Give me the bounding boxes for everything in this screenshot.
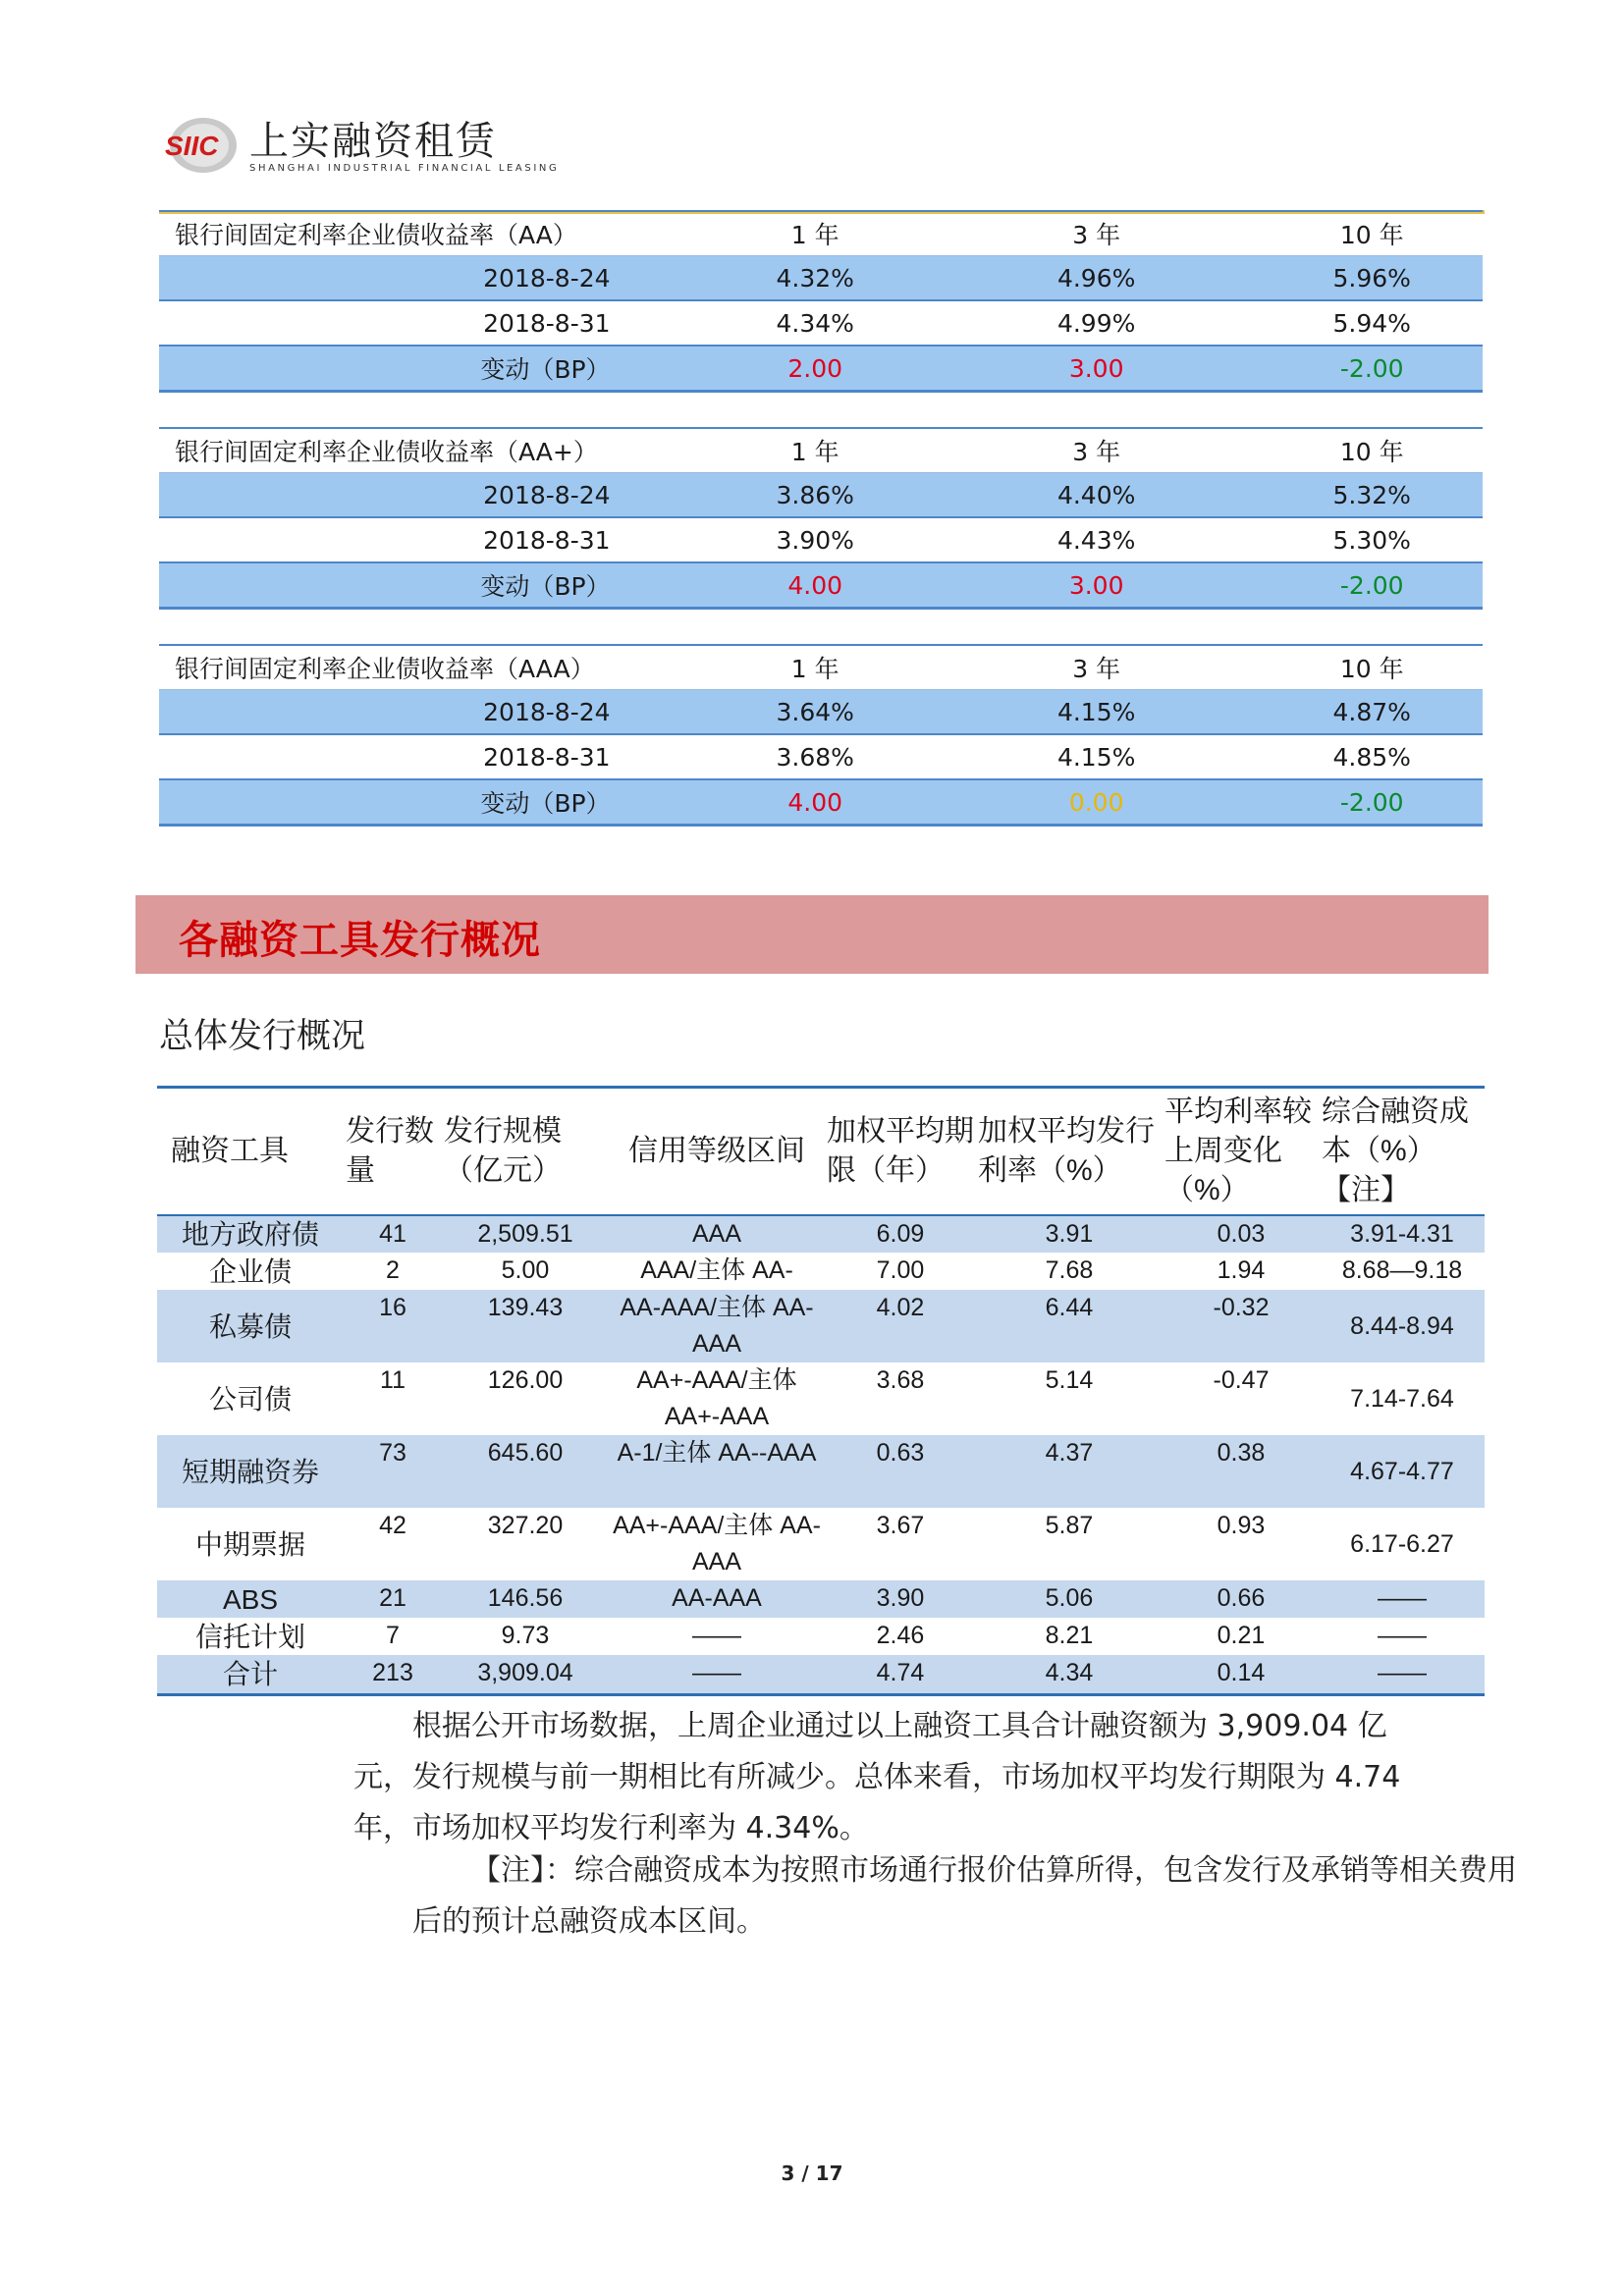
value-cell: 4.85%: [1332, 742, 1411, 772]
data-cell: 3,909.04: [442, 1655, 609, 1694]
data-cell: 7.68: [1045, 1256, 1094, 1284]
value-cell: 3.68%: [776, 742, 854, 772]
column-header: 10 年: [1339, 655, 1404, 683]
change-value: -2.00: [1261, 346, 1483, 392]
data-cell: 3.67: [876, 1512, 925, 1539]
data-cell: 11: [380, 1366, 406, 1394]
change-row: [159, 779, 1483, 826]
value-cell: 4.34%: [776, 308, 854, 338]
data-cell: 6.17-6.27: [1350, 1529, 1454, 1558]
table-row: [157, 1215, 1485, 1253]
data-cell: 7.00: [876, 1256, 925, 1284]
value-cell: 5.96%: [1261, 256, 1483, 301]
column-header: 3 年: [1072, 221, 1121, 249]
instrument-cell: 企业债: [208, 1255, 292, 1287]
change-value: 4.00: [699, 779, 932, 826]
change-value: 4.00: [699, 562, 932, 609]
data-cell: 139.43: [442, 1290, 609, 1362]
data-cell: 5.00: [501, 1256, 550, 1284]
total-row: [157, 1655, 1485, 1694]
change-value: 3.00: [932, 346, 1262, 392]
table-header-row: [157, 1088, 1485, 1216]
summary-paragraph: 根据公开市场数据，上周企业通过以上融资工具合计融资额为 3,909.04 亿元，发行规模与前一期相比有所减少。总体来看，市场加权平均发行期限为 4.74 年，市场加权平均发行利率为 4.34%。: [353, 1709, 1401, 1845]
value-cell: 4.40%: [932, 473, 1262, 518]
data-cell: 7.14-7.64: [1350, 1384, 1454, 1413]
instrument-cell: 公司债: [208, 1383, 292, 1415]
data-cell: 9.73: [501, 1622, 550, 1649]
table-header-row: [159, 645, 1483, 690]
logo-text: SIIC: [165, 131, 219, 161]
data-cell: 16: [344, 1290, 442, 1362]
data-cell: 3.91-4.31: [1320, 1215, 1485, 1253]
table-title: 银行间固定利率企业债收益率（AA+）: [175, 438, 598, 466]
table-row: [159, 473, 1483, 518]
data-cell: 1.94: [1217, 1256, 1266, 1284]
table-row: [157, 1435, 1485, 1508]
data-cell: 5.14: [1045, 1366, 1094, 1394]
instrument-cell: 私募债: [157, 1290, 344, 1362]
change-value: 3.00: [932, 562, 1262, 609]
table-row: [157, 1362, 1485, 1435]
data-cell: A-1/主体 AA--AAA: [609, 1435, 825, 1508]
data-cell: 42: [379, 1512, 406, 1539]
data-cell: 146.56: [442, 1580, 609, 1618]
data-cell: 0.63: [825, 1435, 976, 1508]
data-cell: 3.68: [876, 1366, 925, 1394]
data-cell: 4.74: [825, 1655, 976, 1694]
change-value: -2.00: [1261, 562, 1483, 609]
column-header: 1 年: [790, 221, 839, 249]
instrument-cell: 合计: [157, 1655, 344, 1694]
value-cell: 3.90%: [776, 525, 854, 555]
column-header: 1 年: [790, 438, 839, 466]
data-cell: -0.32: [1163, 1290, 1320, 1362]
table-row: [157, 1290, 1485, 1362]
value-cell: 4.96%: [932, 256, 1262, 301]
instrument-cell: 地方政府债: [157, 1215, 344, 1253]
date-cell: 2018-8-31: [483, 308, 611, 338]
data-cell: 5.87: [1045, 1512, 1094, 1539]
data-cell: ——: [1378, 1622, 1427, 1649]
data-cell: 213: [344, 1655, 442, 1694]
value-cell: 5.30%: [1332, 525, 1411, 555]
table-header-row: [159, 211, 1483, 256]
date-cell: 2018-8-24: [159, 690, 699, 735]
value-cell: 4.99%: [1056, 308, 1136, 338]
data-cell: 7: [386, 1622, 400, 1649]
section-title: 各融资工具发行概况: [179, 918, 541, 963]
page-number: 3 / 17: [781, 2162, 843, 2185]
change-label: 变动（BP）: [159, 562, 699, 609]
data-cell: 5.06: [976, 1580, 1163, 1618]
change-row: [159, 346, 1483, 392]
data-cell: ——: [1320, 1580, 1485, 1618]
data-cell: 0.38: [1163, 1435, 1320, 1508]
table-header-row: [159, 428, 1483, 473]
data-cell: 0.03: [1163, 1215, 1320, 1253]
date-cell: 2018-8-24: [159, 473, 699, 518]
value-cell: 4.15%: [1056, 742, 1136, 772]
data-cell: ——: [1320, 1655, 1485, 1694]
column-header: 3 年: [1072, 655, 1121, 683]
data-cell: 4.37: [976, 1435, 1163, 1508]
data-cell: 6.44: [976, 1290, 1163, 1362]
change-label: 变动（BP）: [159, 346, 699, 392]
change-row: [159, 562, 1483, 609]
yield-table-aaa: [159, 644, 1483, 827]
data-cell: AA+-AAA/主体 AA-AAA: [613, 1512, 821, 1575]
change-value: -2.00: [1261, 779, 1483, 826]
data-cell: 4.34: [976, 1655, 1163, 1694]
data-cell: ——: [692, 1622, 741, 1649]
data-cell: 73: [344, 1435, 442, 1508]
table-row: [159, 300, 1483, 346]
column-header: 平均利率较上周变化（%）: [1163, 1088, 1320, 1216]
issuance-overview-table: [157, 1086, 1485, 1696]
column-header: 综合融资成本（%）【注】: [1320, 1088, 1485, 1216]
table-row: [157, 1508, 1485, 1580]
section-heading-band: [135, 895, 1489, 974]
value-cell: 4.32%: [699, 256, 932, 301]
data-cell: 2.46: [876, 1622, 925, 1649]
table-row: [157, 1618, 1485, 1655]
data-cell: 4.02: [825, 1290, 976, 1362]
column-header: 信用等级区间: [609, 1088, 825, 1216]
data-cell: 645.60: [442, 1435, 609, 1508]
company-name-en: SHANGHAI INDUSTRIAL FINANCIAL LEASING: [249, 163, 560, 174]
data-cell: 2: [386, 1256, 400, 1284]
note-paragraph: 【注】：综合融资成本为按照市场通行报价估算所得，包含发行及承销等相关费用后的预计总融资成本区间。: [412, 1853, 1517, 1939]
table-row: [157, 1253, 1485, 1290]
value-cell: 3.64%: [699, 690, 932, 735]
instrument-cell: 短期融资券: [157, 1435, 344, 1508]
data-cell: 0.21: [1217, 1622, 1266, 1649]
data-cell: AAA: [609, 1215, 825, 1253]
column-header: 3 年: [1072, 438, 1121, 466]
page-header: [159, 108, 1485, 216]
data-cell: 21: [344, 1580, 442, 1618]
yield-table-aa-plus: [159, 427, 1483, 610]
table-row: [159, 690, 1483, 735]
yield-table-aa: [159, 210, 1483, 393]
data-cell: 126.00: [487, 1366, 564, 1394]
column-header: 10 年: [1339, 438, 1404, 466]
data-cell: 8.68—9.18: [1341, 1256, 1463, 1284]
data-cell: 0.66: [1163, 1580, 1320, 1618]
date-cell: 2018-8-31: [483, 525, 611, 555]
data-cell: 41: [344, 1215, 442, 1253]
table-row: [159, 517, 1483, 562]
data-cell: AA-AAA: [609, 1580, 825, 1618]
change-value: 2.00: [699, 346, 932, 392]
value-cell: 5.32%: [1261, 473, 1483, 518]
data-cell: AA+-AAA/主体 AA+-AAA: [636, 1366, 797, 1430]
column-header: 10 年: [1339, 221, 1404, 249]
company-name: 上实融资租赁: [249, 119, 497, 164]
table-title: 银行间固定利率企业债收益率（AAA）: [175, 655, 595, 683]
data-cell: 6.09: [825, 1215, 976, 1253]
data-cell: 327.20: [487, 1512, 564, 1539]
column-header: 发行规模（亿元）: [442, 1088, 609, 1216]
value-cell: 3.86%: [699, 473, 932, 518]
column-header: 发行数量: [344, 1088, 442, 1216]
data-cell: 0.93: [1217, 1512, 1266, 1539]
value-cell: 4.43%: [1056, 525, 1136, 555]
data-cell: 4.67-4.77: [1320, 1435, 1485, 1508]
data-cell: 0.14: [1163, 1655, 1320, 1694]
table-row: [157, 1580, 1485, 1618]
table-row: [159, 734, 1483, 779]
value-cell: 4.87%: [1261, 690, 1483, 735]
data-cell: 3.91: [976, 1215, 1163, 1253]
instrument-cell: 中期票据: [194, 1528, 305, 1560]
value-cell: 5.94%: [1332, 308, 1411, 338]
siic-logo-icon: [159, 116, 247, 175]
data-cell: AA-AAA/主体 AA-AAA: [609, 1290, 825, 1362]
table-row: [159, 256, 1483, 301]
table-title: 银行间固定利率企业债收益率（AA）: [175, 221, 577, 249]
date-cell: 2018-8-24: [159, 256, 699, 301]
date-cell: 2018-8-31: [483, 742, 611, 772]
change-label: 变动（BP）: [159, 779, 699, 826]
instrument-cell: 信托计划: [194, 1621, 305, 1652]
data-cell: 8.21: [1045, 1622, 1094, 1649]
data-cell: 8.44-8.94: [1320, 1290, 1485, 1362]
data-cell: AAA/主体 AA-: [640, 1256, 793, 1284]
change-value: 0.00: [932, 779, 1262, 826]
data-cell: ——: [609, 1655, 825, 1694]
data-cell: 3.90: [825, 1580, 976, 1618]
instrument-cell: ABS: [157, 1580, 344, 1618]
value-cell: 4.15%: [932, 690, 1262, 735]
subsection-title: 总体发行概况: [159, 1017, 366, 1056]
column-header: 融资工具: [157, 1088, 344, 1216]
data-cell: 2,509.51: [442, 1215, 609, 1253]
column-header: 加权平均发行利率（%）: [976, 1088, 1163, 1216]
column-header: 加权平均期限（年）: [825, 1088, 976, 1216]
data-cell: -0.47: [1213, 1366, 1270, 1394]
column-header: 1 年: [790, 655, 839, 683]
